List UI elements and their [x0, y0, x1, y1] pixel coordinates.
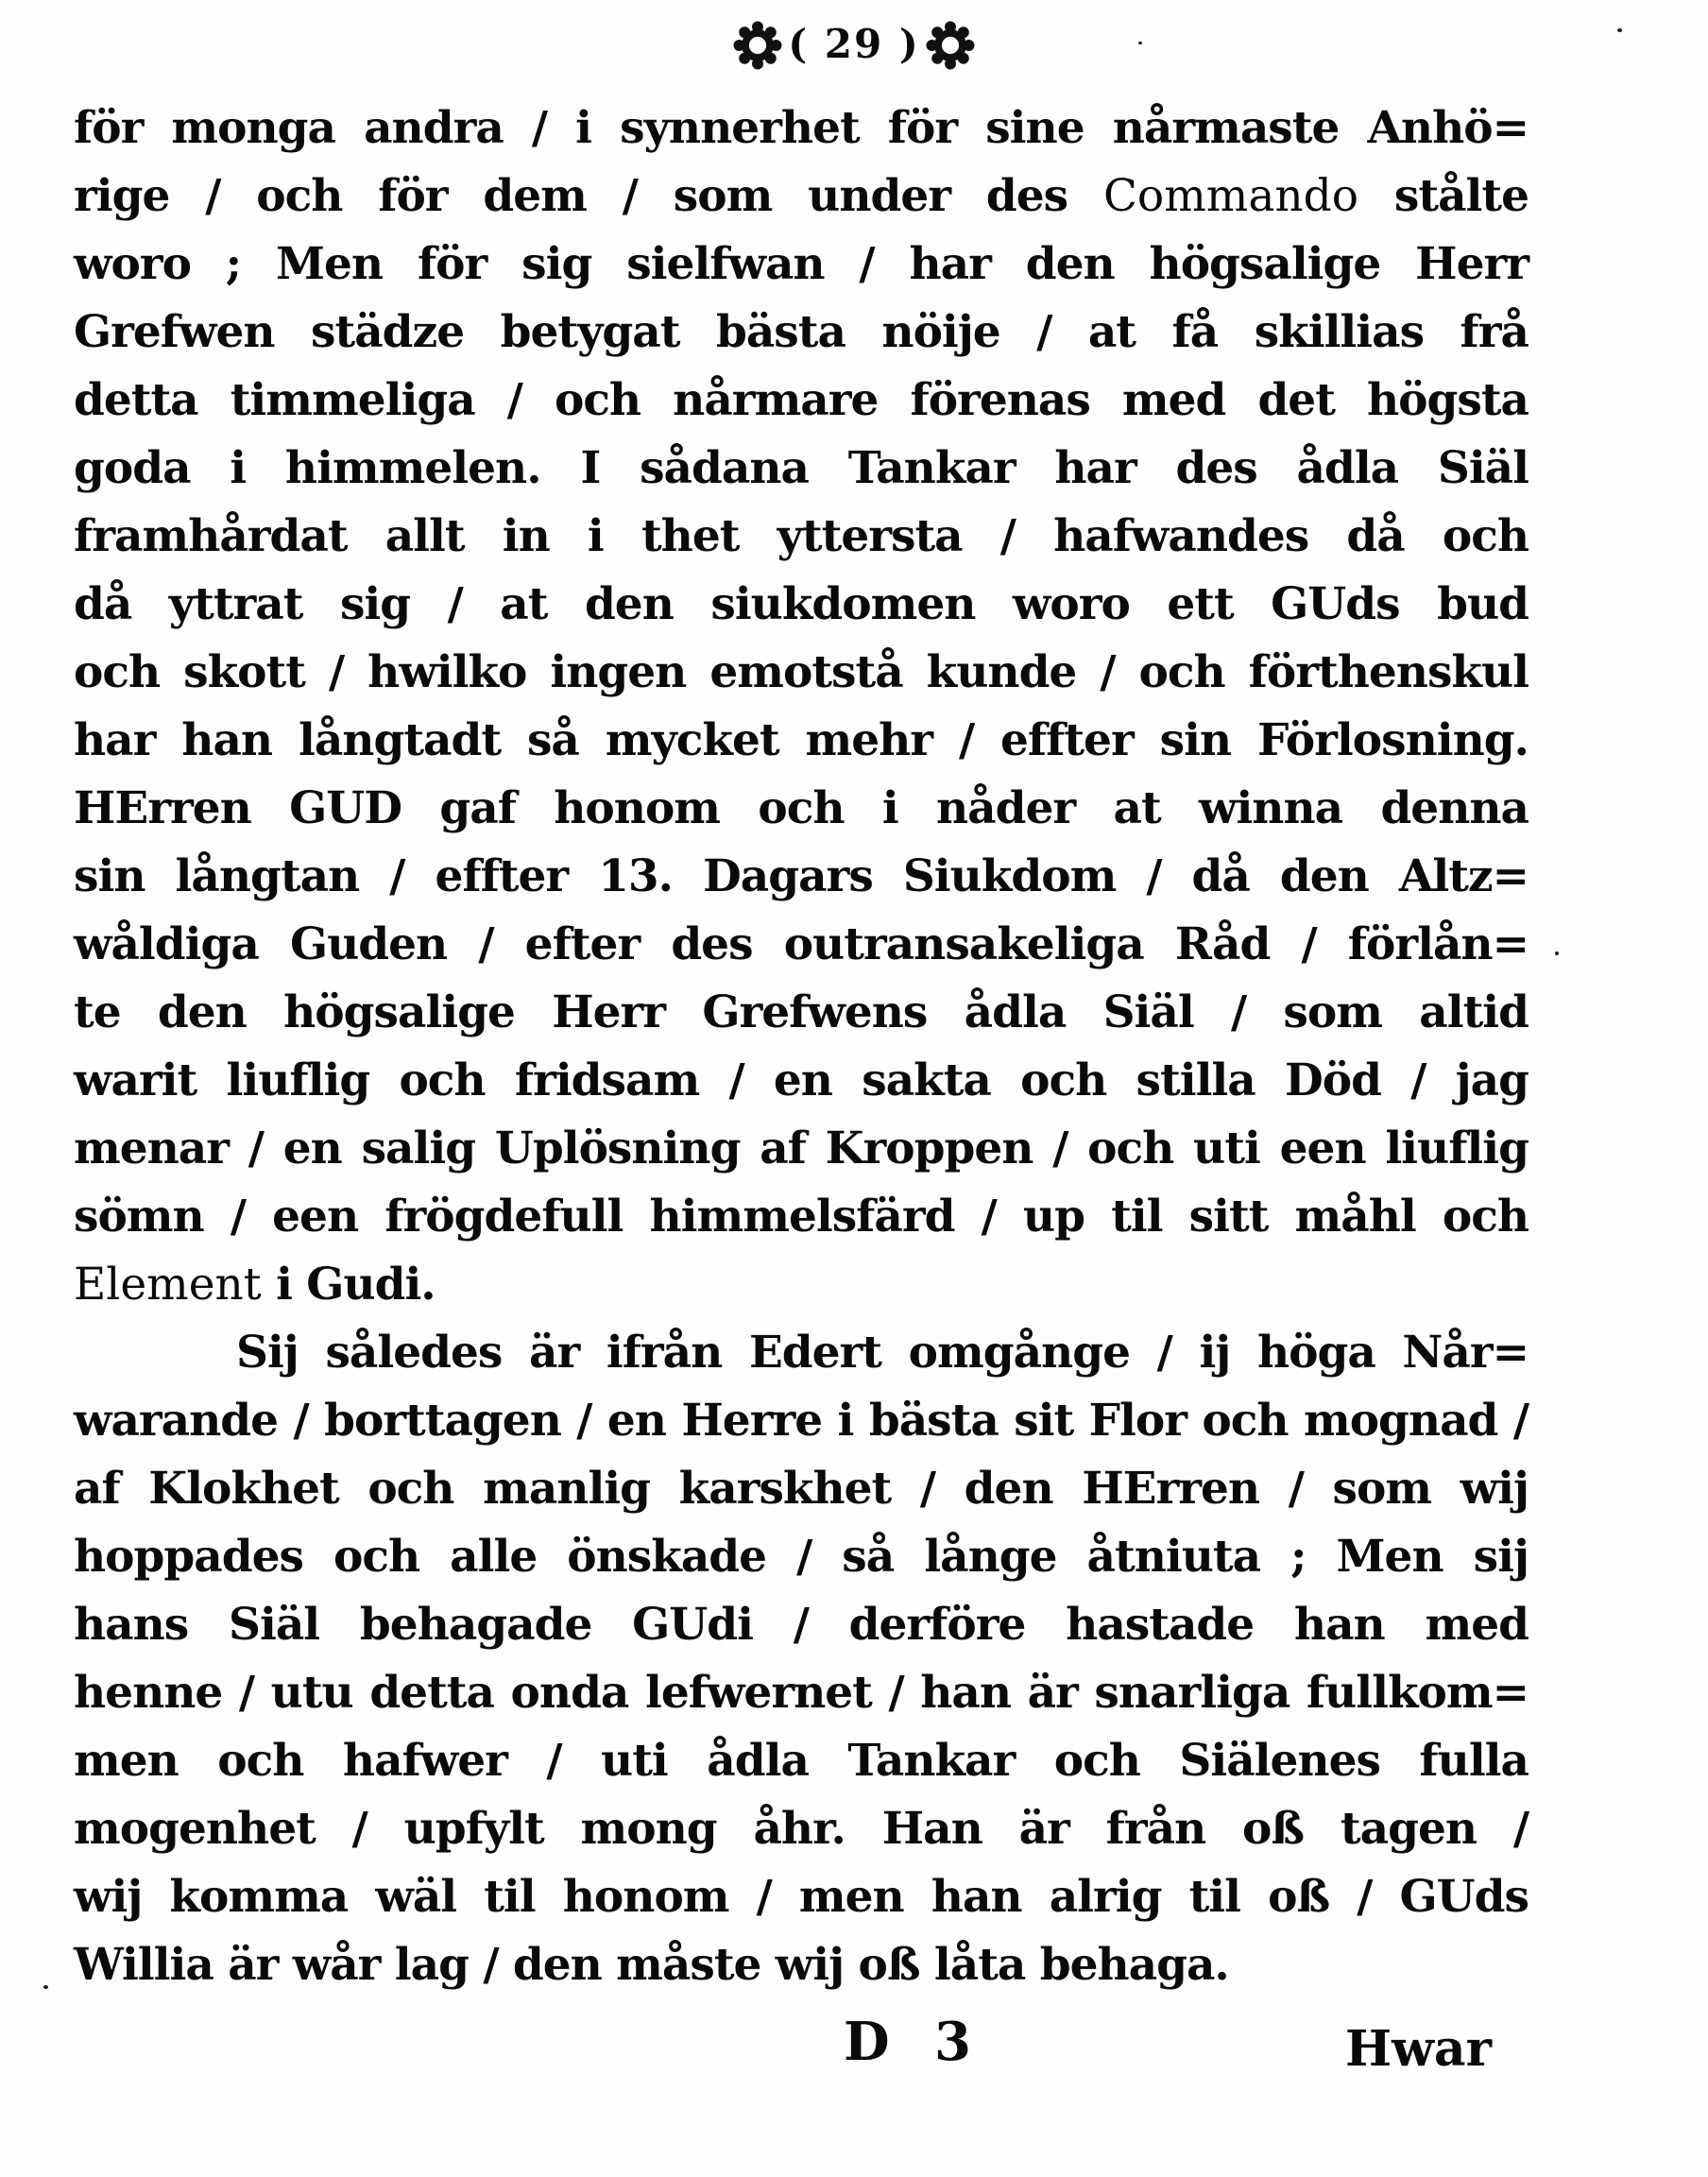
- text-line: woro ; Men för sig sielfwan / har den högsalige Herr: [74, 238, 1529, 290]
- text-line: warande / borttagen / en Herre i bästa sit Flor och mognad /: [74, 1395, 1529, 1447]
- line-segment-roman: Commando: [1102, 170, 1359, 222]
- page-header: [0, 21, 1708, 74]
- text-line: sömn / een frögdefull himmelsfärd / up til sitt måhl och: [74, 1191, 1529, 1243]
- text-block: [74, 94, 1529, 1999]
- ink-speck: [43, 1985, 48, 1989]
- text-line: för monga andra / i synnerhet för sine nårmaste Anhö=: [74, 102, 1529, 154]
- text-line: af Klokhet och manlig karskhet / den HErren / som wij: [74, 1463, 1529, 1515]
- line-segment: stålte: [1358, 170, 1529, 222]
- text-line: menar / en salig Uplösning af Kroppen / och uti een liuflig: [74, 1123, 1529, 1174]
- text-line: wåldiga Guden / efter des outransakeliga Råd / förlån=: [74, 918, 1529, 970]
- text-line: men och hafwer / uti ådla Tankar och Siälenes fulla: [74, 1735, 1529, 1787]
- text-line: te den högsalige Herr Grefwens ådla Siäl / som altid: [74, 986, 1529, 1038]
- ink-speck: [1555, 951, 1559, 955]
- text-line: och skott / hwilko ingen emotstå kunde / och förthenskul: [74, 646, 1529, 698]
- text-line: detta timmeliga / och nårmare förenas med det högsta: [74, 374, 1529, 426]
- signature-mark: D 3: [844, 2011, 985, 2073]
- text-line: Grefwen städze betygat bästa nöije / at få skillias frå: [74, 306, 1529, 358]
- fleuron-icon: [733, 21, 782, 70]
- text-line: hans Siäl behagade GUdi / derföre hastade han med: [74, 1599, 1529, 1651]
- text-line: goda i himmelen. I sådana Tankar har des ådla Siäl: [74, 442, 1529, 494]
- text-line: framhårdat allt in i thet yttersta / hafwandes då och: [74, 510, 1529, 562]
- line-segment: i Gudi.: [261, 1259, 436, 1311]
- text-line: då yttrat sig / at den siukdomen woro ett GUds bud: [74, 578, 1529, 630]
- ink-speck: [1617, 28, 1622, 32]
- text-line: mogenhet / upfylt mong åhr. Han är från oß tagen /: [74, 1803, 1529, 1855]
- text-line: HErren GUD gaf honom och i nåder at winna denna: [74, 782, 1529, 834]
- text-line: har han långtadt så mycket mehr / effter sin Förlosning.: [74, 714, 1529, 766]
- text-line: Sij således är ifrån Edert omgånge / ij höga Når=: [236, 1327, 1529, 1379]
- text-line: hoppades och alle önskade / så långe åtniuta ; Men sij: [74, 1531, 1529, 1583]
- catchword: Hwar: [1345, 2020, 1492, 2078]
- text-line: henne / utu detta onda lefwernet / han är snarliga fullkom=: [74, 1667, 1529, 1719]
- text-line: [74, 1251, 1529, 1319]
- text-line: sin långtan / effter 13. Dagars Siukdom / då den Altz=: [74, 850, 1529, 902]
- page-number: ( 29 ): [788, 20, 920, 67]
- fleuron-icon: [926, 21, 975, 70]
- text-line: [74, 163, 1529, 231]
- text-line: Willia är wår lag / den måste wij oß låta behaga.: [74, 1939, 1229, 1991]
- ink-speck: [1138, 42, 1142, 44]
- line-segment: rige / och för dem / som under des: [74, 170, 1103, 222]
- line-segment-roman: Element: [74, 1259, 262, 1311]
- text-line: warit liuflig och fridsam / en sakta och stilla Död / jag: [74, 1054, 1529, 1106]
- text-line: wij komma wäl til honom / men han alrig til oß / GUds: [74, 1871, 1529, 1923]
